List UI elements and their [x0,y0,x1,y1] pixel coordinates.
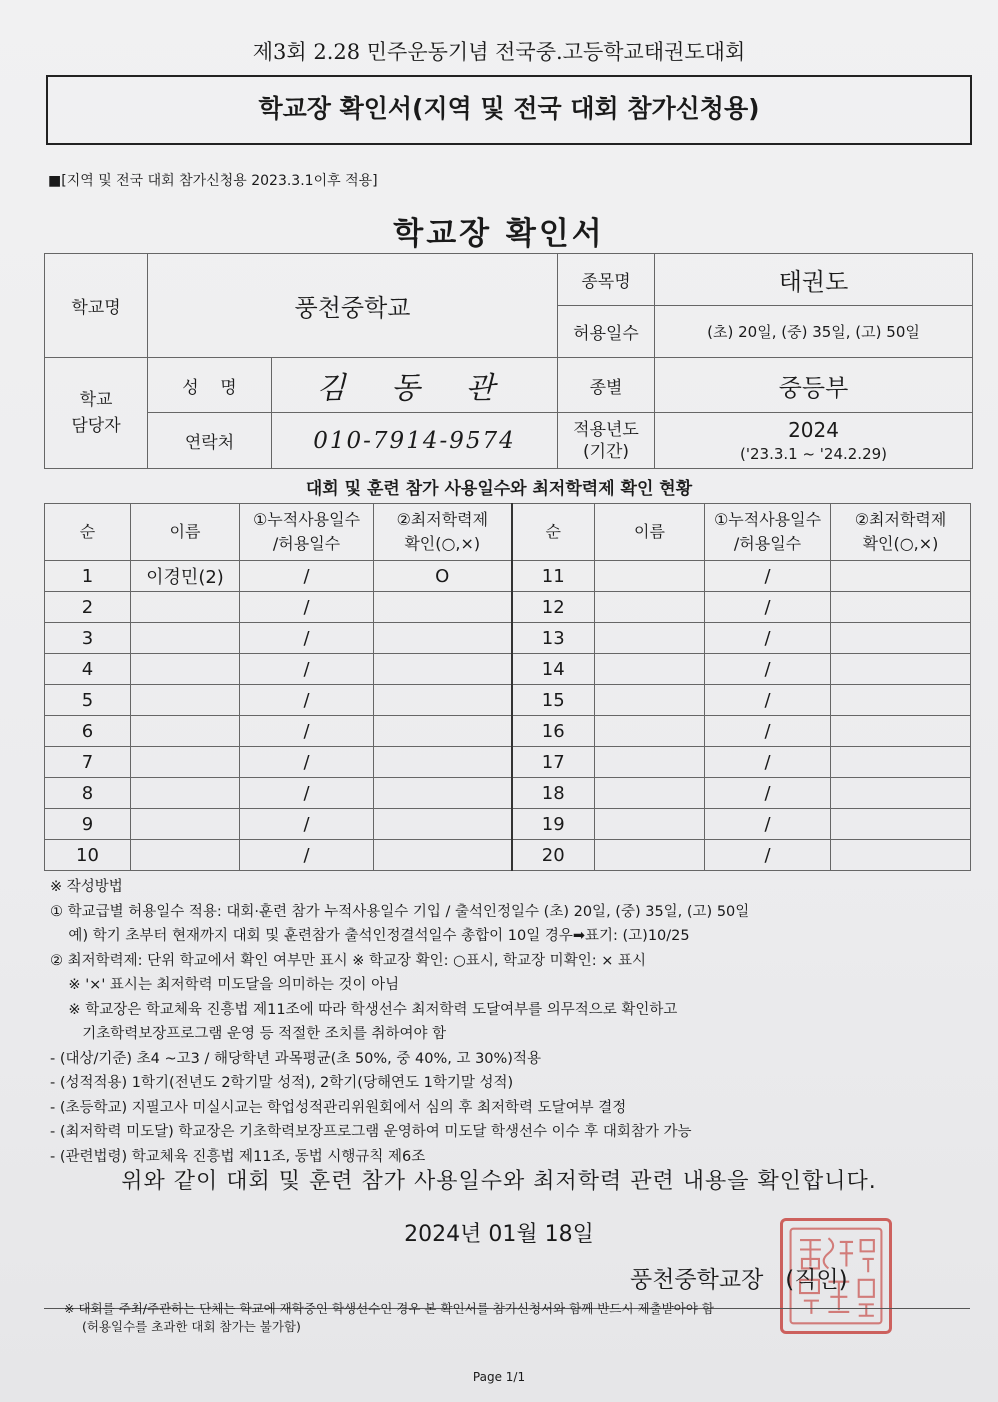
row-name: 이경민(2) [131,561,240,592]
instruction-line: 기초학력보장프로그램 운영 등 적절한 조치를 취하여야 함 [50,1026,447,1042]
table-header-row [45,504,971,561]
year-value: 2024 [788,417,839,442]
row-min-academic-right [831,592,971,623]
table-row [45,778,971,809]
row-used-days-right: / [705,654,831,685]
row-no: 7 [45,747,131,778]
instruction-line: ① 학교급별 허용일수 적용: 대회·훈련 참가 누적사용일수 기입 / 출석인정일수 (초) 20일, (중) 35일, (고) 50일 [50,903,750,920]
instruction-line: - (관련법령) 학교체육 진흥법 제11조, 동법 시행규칙 제6조 [50,1148,426,1165]
row-no: 2 [45,592,131,623]
document-date: 2024년 01월 18일 [404,1222,594,1247]
row-used-days-right: / [705,716,831,747]
footnote-line-2: (허용일수를 초과한 대회 참가는 불가함) [82,1319,301,1334]
row-no-right: 17 [512,747,595,778]
row-name-right [595,716,705,747]
row-min-academic [374,747,512,778]
instruction-line: - (초등학교) 지필고사 미실시교는 학업성적관리위원회에서 심의 후 최저학력 도달여부 결정 [50,1099,627,1116]
row-no-right: 18 [512,778,595,809]
row-used-days-right: / [705,592,831,623]
footnote [64,1300,964,1336]
row-name-right [595,561,705,592]
row-no: 4 [45,654,131,685]
row-name-right [595,840,705,871]
contact-handwritten: 010-7914-9574 [272,413,558,469]
row-no: 10 [45,840,131,871]
row-no-right: 11 [512,561,595,592]
row-min-academic-right [831,716,971,747]
row-min-academic [374,809,512,840]
row-min-academic-right [831,778,971,809]
year-label: 적용년도 (기간) [558,413,655,469]
instruction-line: ② 최저학력제: 단위 학교에서 확인 여부만 표시 ※ 학교장 확인: ○표시, 학교장 미확인: × 표시 [50,952,646,969]
row-no-right: 19 [512,809,595,840]
row-name [131,654,240,685]
row-name-right [595,778,705,809]
confirmation-statement: 위와 같이 대회 및 훈련 참가 사용일수와 최저학력 관련 내용을 확인합니다. [121,1169,877,1194]
row-min-academic [374,778,512,809]
row-no-right: 15 [512,685,595,716]
row-no-right: 16 [512,716,595,747]
header-name-right: 이름 [595,504,705,561]
writing-instructions [50,875,970,1169]
row-used-days-right: / [705,561,831,592]
row-name-right [595,809,705,840]
row-min-academic: O [374,561,512,592]
division-value: 중등부 [655,358,973,413]
row-no: 5 [45,685,131,716]
instruction-line: ※ '×' 표시는 최저학력 미도달을 의미하는 것이 아님 [50,977,400,993]
row-min-academic [374,592,512,623]
row-used-days: / [240,716,374,747]
row-min-academic [374,685,512,716]
table-row [45,747,971,778]
row-used-days: / [240,778,374,809]
row-name-right [595,623,705,654]
table-row [45,716,971,747]
row-name-right [595,592,705,623]
row-no-right: 12 [512,592,595,623]
row-name [131,809,240,840]
row-min-academic-right [831,654,971,685]
school-value: 풍천중학교 [148,254,558,358]
row-name-right [595,654,705,685]
division-label: 종별 [558,358,655,413]
table-row [45,654,971,685]
row-name [131,685,240,716]
row-name [131,716,240,747]
page-number: Page 1/1 [472,1370,526,1384]
row-min-academic-right [831,685,971,716]
page-title: 학교장 확인서 [393,216,605,252]
header-no-right: 순 [512,504,595,561]
row-used-days-right: / [705,685,831,716]
instruction-line: - (성적적용) 1학기(전년도 2학기말 성적), 2학기(당해연도 1학기말 성적) [50,1075,514,1091]
row-used-days: / [240,592,374,623]
participation-table [44,503,971,871]
row-min-academic-right [831,623,971,654]
row-name [131,592,240,623]
instruction-line: ※ 학교장은 학교체육 진흥법 제11조에 따라 학생선수 최저학력 도달여부를 의무적으로 확인하고 [50,1001,678,1018]
sport-label: 종목명 [558,254,655,306]
row-used-days-right: / [705,623,831,654]
school-label: 학교명 [45,254,148,358]
row-no: 3 [45,623,131,654]
allowed-days-value: (초) 20일, (중) 35일, (고) 50일 [655,306,973,358]
table-row [45,685,971,716]
row-name [131,840,240,871]
instruction-line: ※ 작성방법 [50,879,123,895]
row-min-academic [374,716,512,747]
header-no: 순 [45,504,131,561]
row-min-academic-right [831,747,971,778]
row-min-academic [374,623,512,654]
sport-value: 태권도 [655,254,973,306]
row-min-academic-right [831,561,971,592]
row-used-days: / [240,685,374,716]
year-cell [655,413,973,469]
table-row [45,840,971,871]
event-title: 제3회 2.28 민주운동기념 전국중.고등학교태권도대회 [252,40,746,64]
row-name [131,778,240,809]
row-no: 9 [45,809,131,840]
info-table [44,253,973,469]
row-min-academic-right [831,840,971,871]
name-label: 성 명 [148,358,272,413]
row-name [131,747,240,778]
principal-signature: 풍천중학교장 (직인) [630,1267,848,1293]
contact-label: 연락처 [148,413,272,469]
footnote-line-1: ※ 대회를 주최/주관하는 단체는 학교에 재학중인 학생선수인 경우 본 확인서를 참가신청서와 함께 반드시 제출받아야 함 [64,1301,714,1316]
row-used-days: / [240,654,374,685]
header-min-academic: ②최저학력제 확인(○,×) [374,504,512,561]
row-used-days-right: / [705,778,831,809]
row-no-right: 13 [512,623,595,654]
form-title-box: 학교장 확인서(지역 및 전국 대회 참가신청용) [46,75,972,145]
row-used-days: / [240,747,374,778]
staff-name-handwritten: 김 동 관 [272,358,558,413]
header-name: 이름 [131,504,240,561]
table-row [45,623,971,654]
table-row [45,561,971,592]
row-name [131,623,240,654]
instruction-line: - (최저학력 미도달) 학교장은 기초학력보장프로그램 운영하여 미도달 학생선수 이수 후 대회참가 가능 [50,1124,692,1140]
row-used-days-right: / [705,747,831,778]
row-name-right [595,685,705,716]
table-row [45,809,971,840]
row-name-right [595,747,705,778]
row-used-days-right: / [705,809,831,840]
allowed-days-label: 허용일수 [558,306,655,358]
row-used-days: / [240,561,374,592]
row-no-right: 20 [512,840,595,871]
row-no: 1 [45,561,131,592]
row-no-right: 14 [512,654,595,685]
applicability-note: ■[지역 및 전국 대회 참가신청용 2023.3.1이후 적용] [48,173,378,189]
table-row [45,592,971,623]
row-no: 8 [45,778,131,809]
status-subtitle: 대회 및 훈련 참가 사용일수와 최저학력제 확인 현황 [305,479,693,499]
header-min-academic-right: ②최저학력제 확인(○,×) [831,504,971,561]
instruction-line: - (대상/기준) 초4 ~고3 / 해당학년 과목평균(초 50%, 중 40%, 고 30%)적용 [50,1050,541,1067]
row-no: 6 [45,716,131,747]
row-used-days: / [240,809,374,840]
row-min-academic-right [831,809,971,840]
year-period: ('23.3.1 ~ '24.2.29) [740,444,888,463]
header-used-days: ①누적사용일수 /허용일수 [240,504,374,561]
row-used-days: / [240,840,374,871]
row-min-academic [374,840,512,871]
row-used-days-right: / [705,840,831,871]
header-used-days-right: ①누적사용일수 /허용일수 [705,504,831,561]
row-used-days: / [240,623,374,654]
row-min-academic [374,654,512,685]
instruction-line: 예) 학기 초부터 현재까지 대회 및 훈련참가 출석인정결석일수 총합이 10일 경우➡표기: (고)10/25 [50,928,690,944]
staff-label: 학교 담당자 [45,358,148,469]
